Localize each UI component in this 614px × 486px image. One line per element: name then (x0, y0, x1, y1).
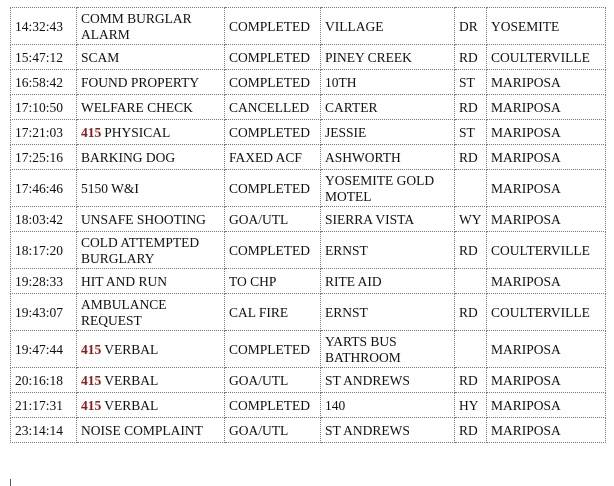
time-cell: 18:03:42 (11, 207, 77, 232)
status-cell: COMPLETED (225, 70, 321, 95)
penal-code-label: 415 (81, 397, 102, 413)
time-cell: 21:17:31 (11, 393, 77, 418)
area-cell: YOSEMITE (487, 8, 606, 45)
status-cell: GOA/UTL (225, 368, 321, 393)
time-cell: 23:14:14 (11, 418, 77, 443)
area-cell: MARIPOSA (487, 70, 606, 95)
table-row (11, 232, 606, 269)
area-cell: MARIPOSA (487, 418, 606, 443)
table-row (11, 294, 606, 331)
time-cell: 17:21:03 (11, 120, 77, 145)
incident-text: VERBAL (104, 372, 159, 388)
suffix-cell (455, 170, 487, 207)
table-row (11, 393, 606, 418)
street-cell: SIERRA VISTA (321, 207, 455, 232)
area-cell: COULTERVILLE (487, 45, 606, 70)
area-cell: MARIPOSA (487, 368, 606, 393)
area-cell: COULTERVILLE (487, 232, 606, 269)
suffix-cell: ST (455, 120, 487, 145)
area-cell: MARIPOSA (487, 393, 606, 418)
incident-cell (77, 368, 225, 393)
table-row (11, 269, 606, 294)
area-cell: COULTERVILLE (487, 294, 606, 331)
incident-cell: COMM BURGLAR ALARM (77, 8, 225, 45)
penal-code-label: 415 (81, 341, 102, 357)
suffix-cell: RD (455, 145, 487, 170)
status-cell: FAXED ACF (225, 145, 321, 170)
table-row (11, 207, 606, 232)
street-cell: VILLAGE (321, 8, 455, 45)
status-cell: COMPLETED (225, 8, 321, 45)
status-cell: COMPLETED (225, 170, 321, 207)
street-cell: ST ANDREWS (321, 418, 455, 443)
incident-cell: COLD ATTEMPTED BURGLARY (77, 232, 225, 269)
penal-code-label: 415 (81, 372, 102, 388)
incident-cell: WELFARE CHECK (77, 95, 225, 120)
area-cell: MARIPOSA (487, 120, 606, 145)
time-cell: 17:10:50 (11, 95, 77, 120)
time-cell: 18:17:20 (11, 232, 77, 269)
street-cell: ASHWORTH (321, 145, 455, 170)
street-cell: JESSIE (321, 120, 455, 145)
incident-cell: SCAM (77, 45, 225, 70)
status-cell: COMPLETED (225, 331, 321, 368)
street-cell: YARTS BUS BATHROOM (321, 331, 455, 368)
suffix-cell: ST (455, 70, 487, 95)
suffix-cell: HY (455, 393, 487, 418)
incident-cell: UNSAFE SHOOTING (77, 207, 225, 232)
time-cell: 14:32:43 (11, 8, 77, 45)
time-cell: 17:25:16 (11, 145, 77, 170)
time-cell: 20:16:18 (11, 368, 77, 393)
suffix-cell: RD (455, 95, 487, 120)
street-cell: ST ANDREWS (321, 368, 455, 393)
street-cell: YOSEMITE GOLD MOTEL (321, 170, 455, 207)
table-row (11, 170, 606, 207)
time-cell: 15:47:12 (11, 45, 77, 70)
incident-cell: AMBULANCE REQUEST (77, 294, 225, 331)
suffix-cell: RD (455, 418, 487, 443)
status-cell: CAL FIRE (225, 294, 321, 331)
street-cell: RITE AID (321, 269, 455, 294)
status-cell: GOA/UTL (225, 207, 321, 232)
table-row (11, 95, 606, 120)
status-cell: GOA/UTL (225, 418, 321, 443)
status-cell: COMPLETED (225, 393, 321, 418)
table-row (11, 368, 606, 393)
call-log-body (11, 8, 606, 443)
time-cell: 16:58:42 (11, 70, 77, 95)
time-cell: 19:47:44 (11, 331, 77, 368)
table-row (11, 331, 606, 368)
area-cell: MARIPOSA (487, 207, 606, 232)
incident-cell: FOUND PROPERTY (77, 70, 225, 95)
incident-cell: HIT AND RUN (77, 269, 225, 294)
status-cell: COMPLETED (225, 120, 321, 145)
area-cell: MARIPOSA (487, 145, 606, 170)
status-cell: COMPLETED (225, 232, 321, 269)
area-cell: MARIPOSA (487, 331, 606, 368)
status-cell: COMPLETED (225, 45, 321, 70)
area-cell: MARIPOSA (487, 269, 606, 294)
suffix-cell: RD (455, 368, 487, 393)
street-cell: CARTER (321, 95, 455, 120)
suffix-cell (455, 269, 487, 294)
incident-text: VERBAL (104, 397, 159, 413)
incident-cell: BARKING DOG (77, 145, 225, 170)
area-cell: MARIPOSA (487, 95, 606, 120)
suffix-cell: DR (455, 8, 487, 45)
table-row (11, 120, 606, 145)
table-row (11, 145, 606, 170)
incident-cell: 5150 W&I (77, 170, 225, 207)
street-cell: ERNST (321, 294, 455, 331)
suffix-cell: RD (455, 232, 487, 269)
street-cell: 140 (321, 393, 455, 418)
street-cell: PINEY CREEK (321, 45, 455, 70)
table-row (11, 45, 606, 70)
suffix-cell: RD (455, 45, 487, 70)
suffix-cell: WY (455, 207, 487, 232)
table-row (11, 8, 606, 45)
table-row (11, 418, 606, 443)
suffix-cell: RD (455, 294, 487, 331)
frame-edge (10, 479, 11, 486)
status-cell: CANCELLED (225, 95, 321, 120)
table-row (11, 70, 606, 95)
penal-code-label: 415 (81, 124, 102, 140)
incident-cell (77, 331, 225, 368)
street-cell: 10TH (321, 70, 455, 95)
status-cell: TO CHP (225, 269, 321, 294)
incident-text: PHYSICAL (104, 124, 171, 140)
time-cell: 19:28:33 (11, 269, 77, 294)
street-cell: ERNST (321, 232, 455, 269)
incident-cell (77, 393, 225, 418)
area-cell: MARIPOSA (487, 170, 606, 207)
suffix-cell (455, 331, 487, 368)
time-cell: 17:46:46 (11, 170, 77, 207)
incident-text: VERBAL (104, 341, 159, 357)
incident-cell: NOISE COMPLAINT (77, 418, 225, 443)
time-cell: 19:43:07 (11, 294, 77, 331)
incident-cell (77, 120, 225, 145)
call-log-table (10, 7, 606, 443)
